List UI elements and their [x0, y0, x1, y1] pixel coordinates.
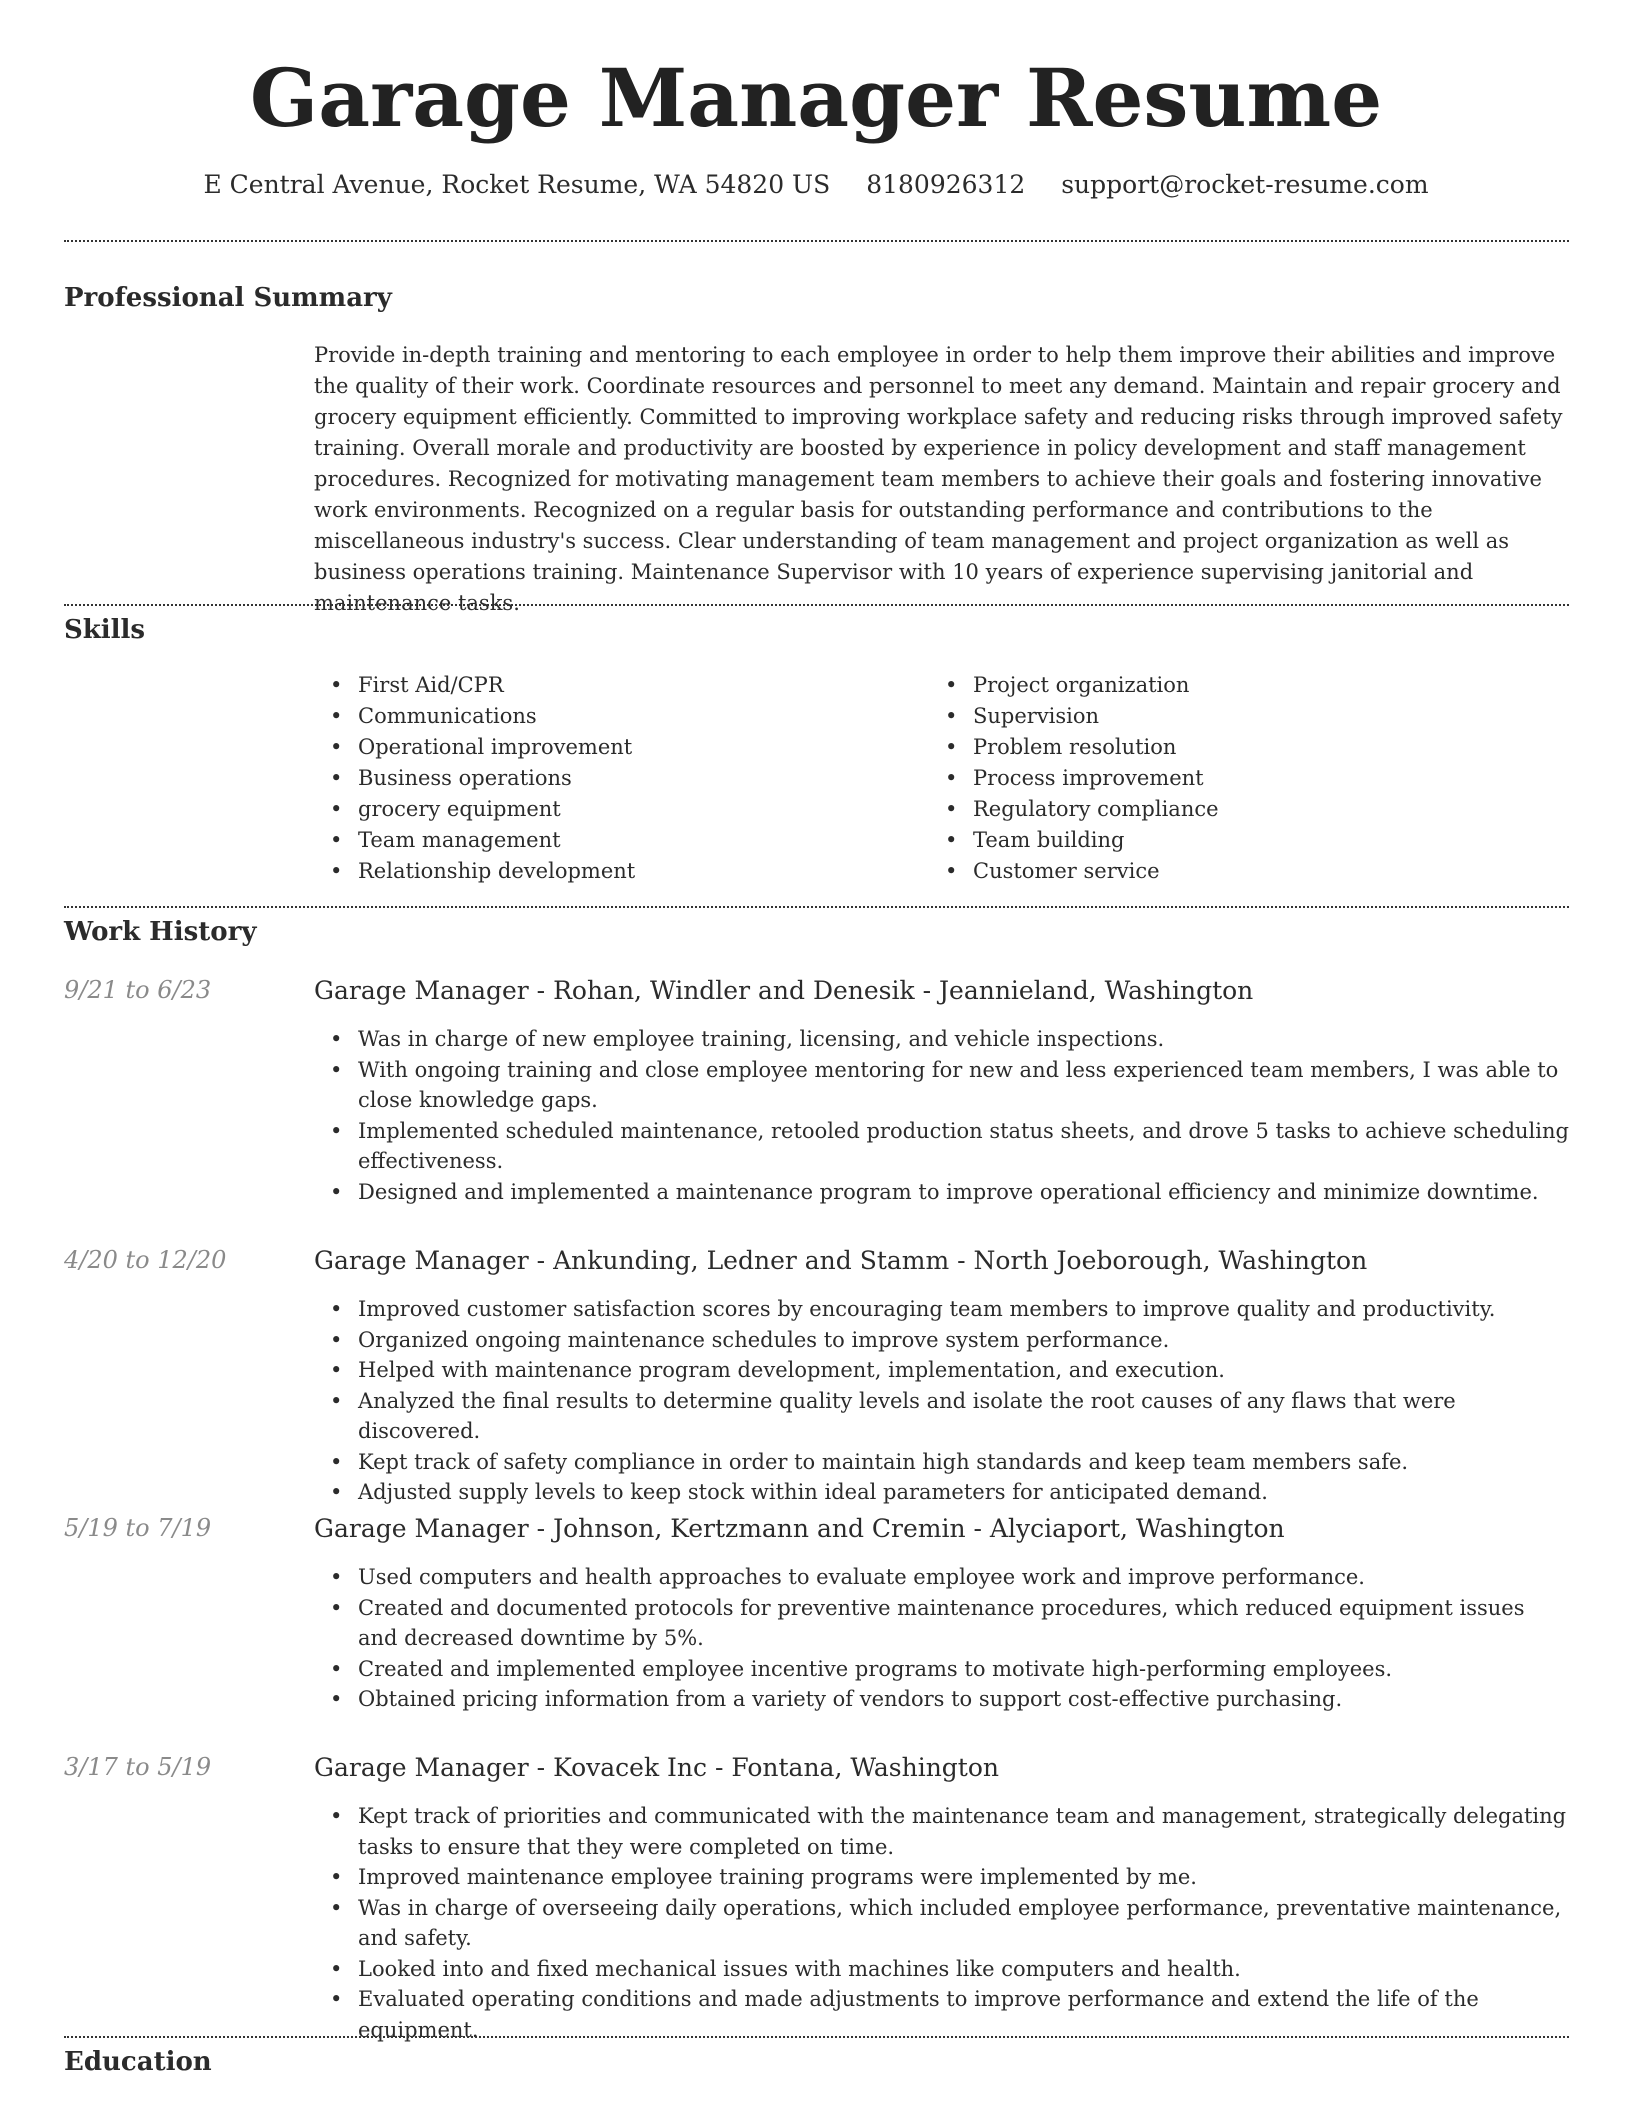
- job-bullet: • Helped with maintenance program development, implementation, and execution.: [314, 1355, 1569, 1386]
- job-bullet: • Designed and implemented a maintenance program to improve operational efficiency and minimize downtime.: [314, 1177, 1569, 1208]
- job-bullet: • Adjusted supply levels to keep stock within ideal parameters for anticipated demand.: [314, 1477, 1569, 1508]
- skill-item: • Problem resolution: [929, 732, 1219, 763]
- skill-item: • Relationship development: [314, 856, 635, 887]
- skill-item: • Customer service: [929, 856, 1219, 887]
- skill-item: • Supervision: [929, 701, 1219, 732]
- section-heading-work-history: Work History: [64, 917, 257, 947]
- skills-list-left: [314, 670, 635, 887]
- address-text: E Central Avenue, Rocket Resume, WA 54820 US: [203, 170, 831, 199]
- job-bullets: [314, 1024, 1569, 1207]
- skill-item: • Team management: [314, 825, 635, 856]
- job-bullet: • Looked into and fixed mechanical issues with machines like computers and health.: [314, 1954, 1569, 1985]
- phone-text: 8180926312: [866, 170, 1026, 199]
- divider: [64, 906, 1569, 908]
- job-title: Garage Manager - Kovacek Inc - Fontana, Washington: [314, 1753, 1000, 1782]
- skill-item: • Business operations: [314, 763, 635, 794]
- section-heading-skills: Skills: [64, 615, 146, 645]
- skill-item: • First Aid/CPR: [314, 670, 635, 701]
- job-bullets: [314, 1562, 1569, 1715]
- job-dates: 4/20 to 12/20: [64, 1246, 227, 1274]
- job-bullet: • Kept track of safety compliance in order to maintain high standards and keep team members safe.: [314, 1447, 1569, 1478]
- job-bullet: • Created and documented protocols for preventive maintenance procedures, which reduced equipment issues and decreased downtime by 5%.: [314, 1593, 1569, 1654]
- job-title: Garage Manager - Johnson, Kertzmann and Cremin - Alyciaport, Washington: [314, 1514, 1285, 1543]
- job-bullet: • Obtained pricing information from a variety of vendors to support cost-effective purchasing.: [314, 1684, 1569, 1715]
- skill-item: • Process improvement: [929, 763, 1219, 794]
- job-bullet: • Evaluated operating conditions and made adjustments to improve performance and extend the life of the equipment.: [314, 1984, 1569, 2045]
- job-bullet: • Was in charge of overseeing daily operations, which included employee performance, preventative maintenance, and safety.: [314, 1893, 1569, 1954]
- job-bullet: • With ongoing training and close employee mentoring for new and less experienced team members, I was able to close knowledge gaps.: [314, 1055, 1569, 1116]
- summary-text: Provide in-depth training and mentoring to each employee in order to help them improve their abilities and improve the quality of their work. Coordinate resources and personnel to meet any demand. Maintain and repair grocery and grocery equipment efficiently. Committed to improving workplace safety and reducing risks through improved safety training. Overall morale and productivity are boosted by experience in policy development and staff management procedures. Recognized for motivating management team members to achieve their goals and fostering innovative work environments. Recognized on a regular basis for outstanding performance and contributions to the miscellaneous industry's success. Clear understanding of team management and project organization as well as business operations training. Maintenance Supervisor with 10 years of experience supervising janitorial and maintenance tasks.: [314, 343, 1563, 615]
- contact-line: [0, 170, 1632, 199]
- divider: [64, 240, 1569, 242]
- job-dates: 3/17 to 5/19: [64, 1753, 212, 1781]
- job-bullet: • Organized ongoing maintenance schedules to improve system performance.: [314, 1325, 1569, 1356]
- job-bullet: • Created and implemented employee incentive programs to motivate high-performing employees.: [314, 1654, 1569, 1685]
- section-heading-summary: Professional Summary: [64, 283, 392, 313]
- divider: [64, 604, 1569, 606]
- job-dates: 5/19 to 7/19: [64, 1514, 212, 1542]
- skill-item: • Regulatory compliance: [929, 794, 1219, 825]
- job-bullet: • Analyzed the final results to determine quality levels and isolate the root causes of any flaws that were discovered.: [314, 1386, 1569, 1447]
- skills-list-right: [929, 670, 1219, 887]
- job-bullets: [314, 1801, 1569, 2045]
- skill-item: • Operational improvement: [314, 732, 635, 763]
- job-bullets: [314, 1294, 1569, 1508]
- job-title: Garage Manager - Ankunding, Ledner and Stamm - North Joeborough, Washington: [314, 1246, 1368, 1275]
- section-heading-education: Education: [64, 2047, 212, 2077]
- job-bullet: • Implemented scheduled maintenance, retooled production status sheets, and drove 5 tasks to achieve scheduling effectiveness.: [314, 1116, 1569, 1177]
- job-title: Garage Manager - Rohan, Windler and Denesik - Jeannieland, Washington: [314, 976, 1254, 1005]
- job-bullet: • Was in charge of new employee training, licensing, and vehicle inspections.: [314, 1024, 1569, 1055]
- job-dates: 9/21 to 6/23: [64, 976, 212, 1004]
- skill-item: • Communications: [314, 701, 635, 732]
- skill-item: • Project organization: [929, 670, 1219, 701]
- divider: [64, 2036, 1569, 2038]
- job-bullet: • Improved maintenance employee training programs were implemented by me.: [314, 1862, 1569, 1893]
- resume-title: Garage Manager Resume: [249, 51, 1383, 145]
- job-bullet: • Used computers and health approaches to evaluate employee work and improve performance.: [314, 1562, 1569, 1593]
- skill-item: • grocery equipment: [314, 794, 635, 825]
- skill-item: • Team building: [929, 825, 1219, 856]
- job-bullet: • Kept track of priorities and communicated with the maintenance team and management, strategically delegating tasks to ensure that they were completed on time.: [314, 1801, 1569, 1862]
- email-text: support@rocket-resume.com: [1061, 170, 1429, 199]
- job-bullet: • Improved customer satisfaction scores by encouraging team members to improve quality and productivity.: [314, 1294, 1569, 1325]
